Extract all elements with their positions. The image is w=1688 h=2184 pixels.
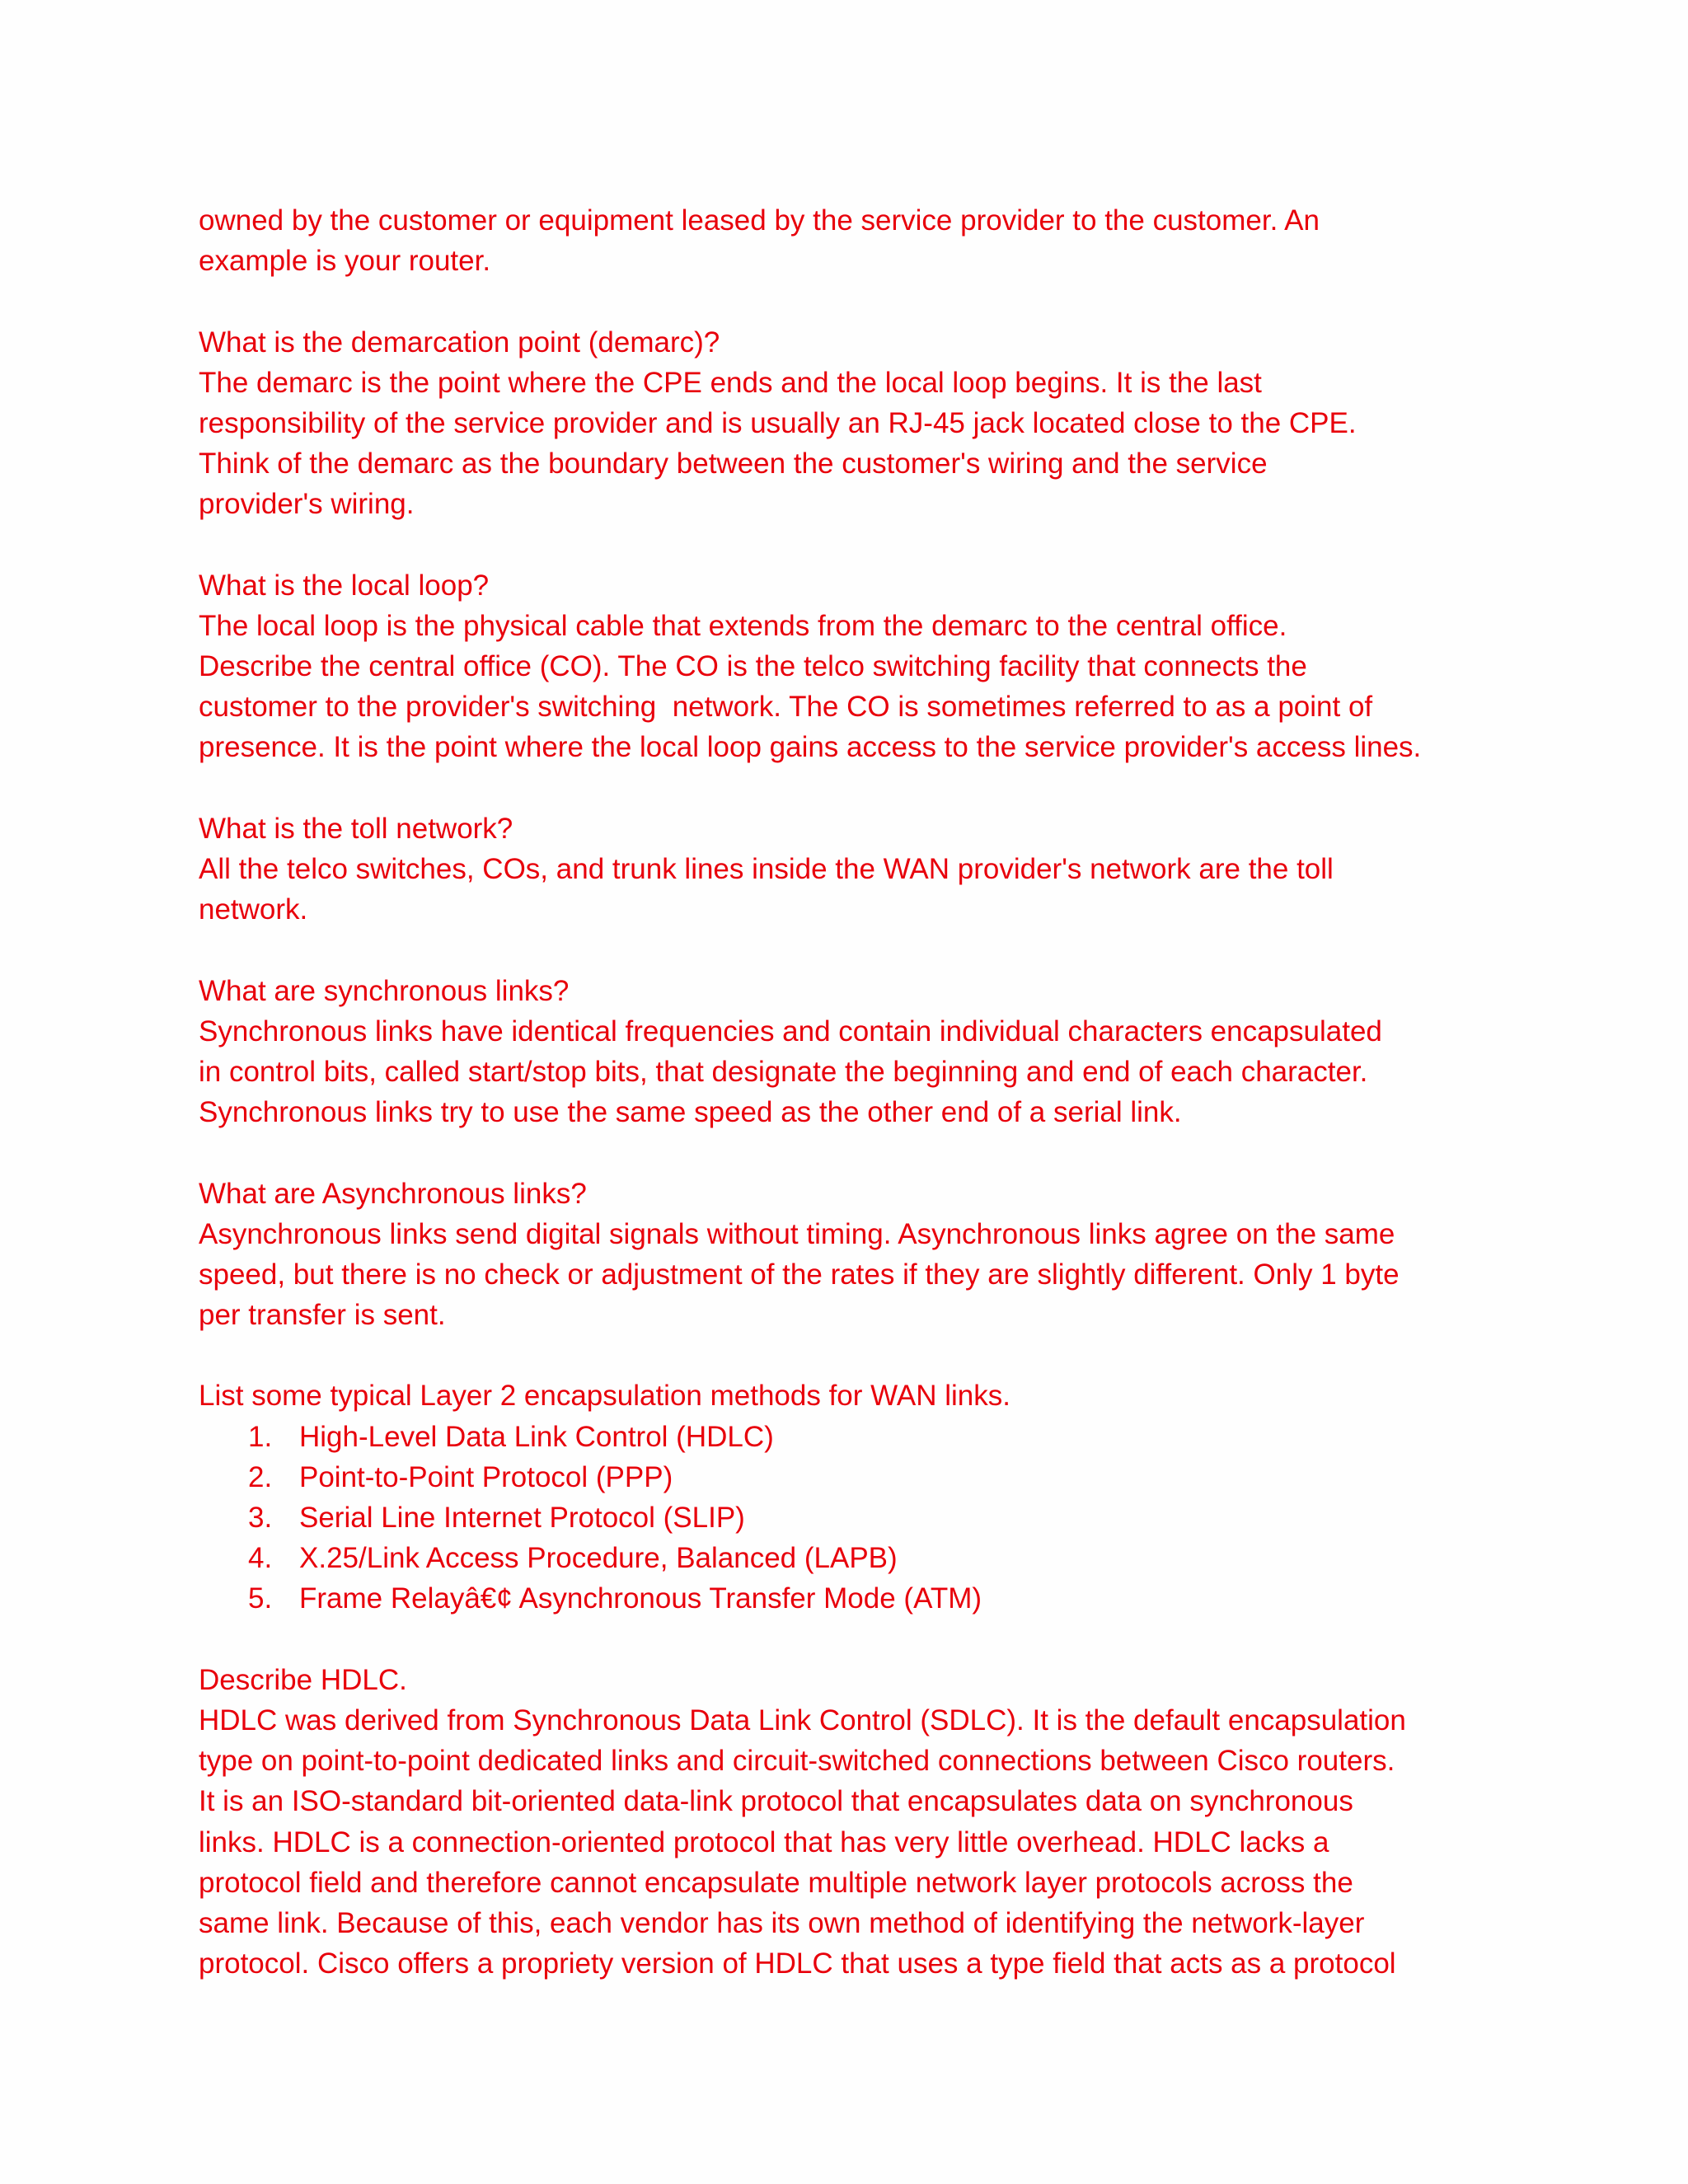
- list-item-text: Point-to-Point Protocol (PPP): [299, 1460, 673, 1493]
- answer-line: All the telco switches, COs, and trunk lines inside the WAN provider's network are the toll: [199, 853, 1334, 885]
- answer-line: speed, but there is no check or adjustment of the rates if they are slightly different. Only 1 byte: [199, 1258, 1400, 1291]
- intro-line: owned by the customer or equipment leased by the service provider to the customer. An: [199, 204, 1320, 237]
- list-number: 2.: [248, 1460, 273, 1493]
- list-item-text: X.25/Link Access Procedure, Balanced (LAPB): [299, 1542, 898, 1575]
- list-item-text: High-Level Data Link Control (HDLC): [299, 1420, 774, 1453]
- question-heading: What are Asynchronous links?: [199, 1177, 587, 1210]
- list-number: 3.: [248, 1502, 273, 1534]
- answer-line: The demarc is the point where the CPE ends and the local loop begins. It is the last: [199, 366, 1262, 399]
- intro-line: example is your router.: [199, 245, 491, 278]
- document-body: [199, 200, 1534, 1984]
- list-item-text: Frame Relayâ€¢ Asynchronous Transfer Mode (ATM): [299, 1582, 982, 1615]
- answer-line: Synchronous links have identical frequencies and contain individual characters encapsulated: [199, 1015, 1382, 1047]
- question-heading: Describe HDLC.: [199, 1663, 407, 1696]
- encapsulation-list: [199, 1417, 1534, 1619]
- answer-line: links. HDLC is a connection-oriented protocol that has very little overhead. HDLC lacks a: [199, 1825, 1329, 1858]
- answer-line: protocol. Cisco offers a propriety version of HDLC that uses a type field that acts as a protocol: [199, 1947, 1396, 1980]
- answer-line: network.: [199, 893, 308, 926]
- answer-line: HDLC was derived from Synchronous Data Link Control (SDLC). It is the default encapsulation: [199, 1704, 1406, 1736]
- list-number: 1.: [248, 1420, 273, 1453]
- answer-line: Synchronous links try to use the same speed as the other end of a serial link.: [199, 1096, 1182, 1129]
- question-heading: What is the demarcation point (demarc)?: [199, 326, 720, 359]
- answer-line: type on point-to-point dedicated links and circuit-switched connections between Cisco routers.: [199, 1745, 1395, 1778]
- answer-line: provider's wiring.: [199, 488, 415, 521]
- answer-line: presence. It is the point where the local loop gains access to the service provider's access lines.: [199, 731, 1422, 764]
- list-item: [199, 1578, 1534, 1619]
- answer-line: Asynchronous links send digital signals without timing. Asynchronous links agree on the same: [199, 1217, 1395, 1250]
- question-heading: What is the toll network?: [199, 812, 513, 845]
- answer-line: responsibility of the service provider and is usually an RJ-45 jack located close to the CPE.: [199, 406, 1357, 439]
- answer-line: same link. Because of this, each vendor has its own method of identifying the network-layer: [199, 1906, 1365, 1939]
- answer-line: Think of the demarc as the boundary between the customer's wiring and the service: [199, 448, 1268, 480]
- list-number: 4.: [248, 1542, 273, 1575]
- answer-line: It is an ISO-standard bit-oriented data-link protocol that encapsulates data on synchronous: [199, 1785, 1353, 1818]
- answer-line: The local loop is the physical cable that extends from the demarc to the central office.: [199, 609, 1287, 642]
- list-number: 5.: [248, 1582, 273, 1615]
- question-heading: What are synchronous links?: [199, 974, 570, 1007]
- answer-line: protocol field and therefore cannot encapsulate multiple network layer protocols across the: [199, 1866, 1353, 1899]
- answer-line: in control bits, called start/stop bits, that designate the beginning and end of each character.: [199, 1055, 1368, 1088]
- answer-line: customer to the provider's switching network. The CO is sometimes referred to as a point of: [199, 691, 1373, 724]
- list-item: [199, 1457, 1534, 1497]
- answer-line: per transfer is sent.: [199, 1299, 446, 1332]
- list-item: [199, 1538, 1534, 1578]
- list-item: [199, 1497, 1534, 1538]
- list-item: [199, 1417, 1534, 1457]
- question-heading: List some typical Layer 2 encapsulation methods for WAN links.: [199, 1380, 1010, 1413]
- answer-line: Describe the central office (CO). The CO is the telco switching facility that connects the: [199, 650, 1307, 683]
- question-heading: What is the local loop?: [199, 569, 490, 602]
- list-item-text: Serial Line Internet Protocol (SLIP): [299, 1502, 745, 1534]
